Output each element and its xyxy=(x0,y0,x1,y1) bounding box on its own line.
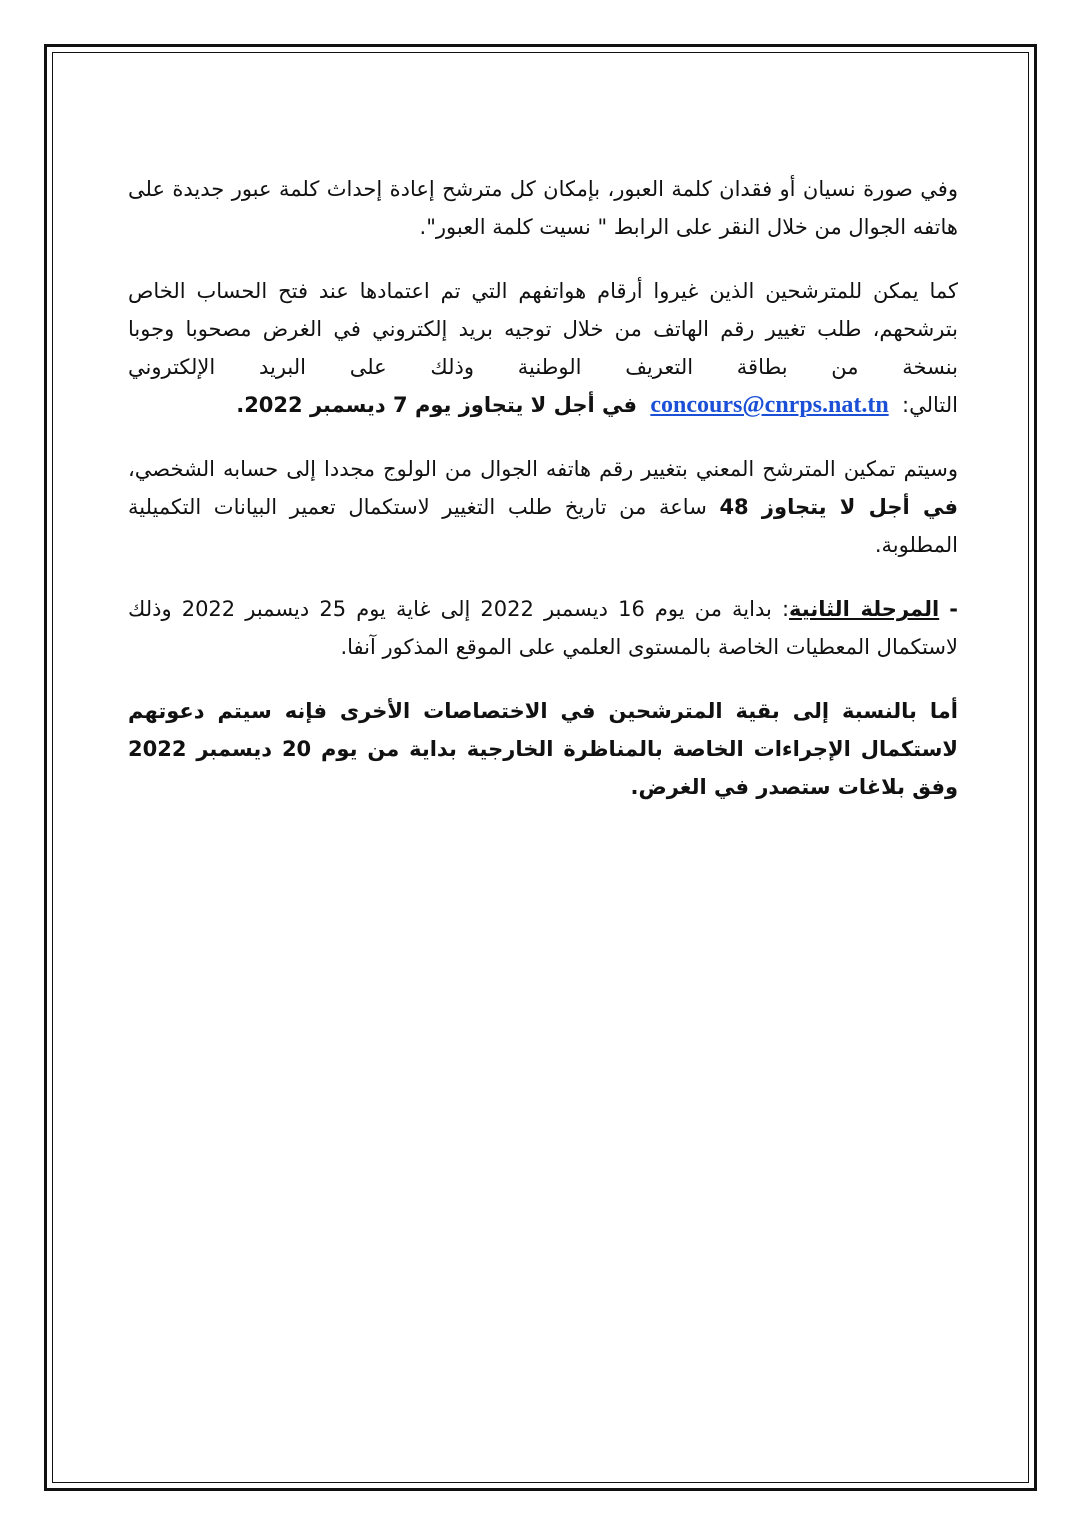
other-candidates-text: أما بالنسبة إلى بقية المترشحين في الاختصاصات الأخرى فإنه سيتم دعوتهم لاستكمال الإجراءات الخاصة بالمناظرة الخارجية بداية من يوم 20 ديسمبر 2022 وفق بلاغات ستصدر في الغرض. xyxy=(128,699,958,799)
paragraph-second-phase xyxy=(128,590,958,666)
paragraph-access-restore xyxy=(128,450,958,564)
access-restore-text-end: ساعة من تاريخ طلب التغيير لاستكمال تعمير البيانات التكميلية المطلوبة. xyxy=(128,495,958,557)
access-restore-deadline: في أجل لا يتجاوز 48 xyxy=(719,495,958,519)
second-phase-text: : بداية من يوم 16 ديسمبر 2022 إلى غاية يوم 25 ديسمبر 2022 وذلك لاستكمال المعطيات الخاصة بالمستوى العلمي على الموقع المذكور آنفا. xyxy=(128,597,958,659)
paragraph-password-reset xyxy=(128,170,958,246)
document-body xyxy=(128,170,958,832)
phone-change-text: كما يمكن للمترشحين الذين غيروا أرقام هواتفهم التي تم اعتمادها عند فتح الحساب الخاص بترشحهم، طلب تغيير رقم الهاتف من خلال توجيه بريد إلكتروني في الغرض مصحوبا وجوبا بنسخة من بطاقة التعريف الوطنية وذلك على البريد الإلكتروني التالي: xyxy=(128,279,958,417)
paragraph-phone-change xyxy=(128,272,958,424)
paragraph-other-candidates xyxy=(128,692,958,806)
second-phase-dash: - xyxy=(949,597,958,621)
paragraph-password-reset-text: وفي صورة نسيان أو فقدان كلمة العبور، بإمكان كل مترشح إعادة إحداث كلمة عبور جديدة على هاتفه الجوال من خلال النقر على الرابط " نسيت كلمة العبور". xyxy=(128,177,958,239)
access-restore-text: وسيتم تمكين المترشح المعني بتغيير رقم هاتفه الجوال من الولوج مجددا إلى حسابه الشخصي، xyxy=(128,457,958,481)
phone-change-deadline: في أجل لا يتجاوز يوم 7 ديسمبر 2022. xyxy=(236,393,637,417)
second-phase-label: المرحلة الثانية xyxy=(789,597,940,621)
email-link[interactable]: concours@cnrps.nat.tn xyxy=(650,392,889,418)
